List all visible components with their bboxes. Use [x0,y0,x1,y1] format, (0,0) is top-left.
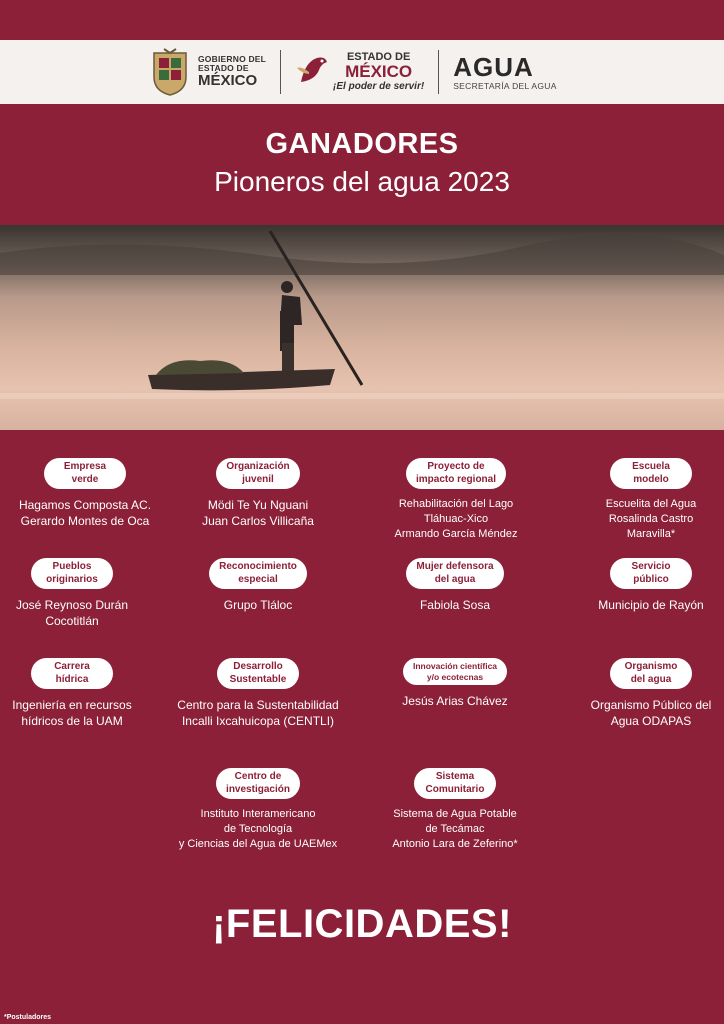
lake-boat-illustration [0,225,724,430]
category-pueblos-originarios [0,558,162,629]
category-organismo-agua [561,658,724,729]
category-winner: Organismo Público del Agua ODAPAS [590,698,712,729]
category-label: Organización juvenil [216,458,299,489]
category-label: Organismo del agua [610,658,692,689]
category-label: Innovación científica y/o ecotecnas [403,658,507,685]
category-sistema-comunitario [355,768,555,852]
gobierno-line3: MÉXICO [198,72,258,90]
category-winner: Sistema de Agua Potable de Tecámac Antonio Lara de Zeferino* [392,808,518,850]
edomex-logo [295,52,424,92]
logo-bar [0,40,724,104]
category-centro-investigacion [158,768,358,852]
gobierno-logo-text [198,55,266,89]
agua-title: AGUA [453,51,534,82]
category-winner: Mödi Te Yu Nguani Juan Carlos Villicaña [202,498,314,529]
category-empresa-verde [0,458,175,529]
category-label: Desarrollo Sustentable [217,658,299,689]
category-winner: Municipio de Rayón [598,598,704,612]
category-label: Centro de investigación [216,768,300,799]
logo-divider [438,50,439,94]
logo-group [130,40,724,104]
category-label: Servicio público [610,558,692,589]
state-coat-of-arms-icon [150,47,190,97]
lake-photo [0,225,724,430]
category-carrera-hidrica [0,658,162,729]
category-label: Carrera hídrica [31,658,113,689]
category-winner: Hagamos Composta AC. Gerardo Montes de Oca [18,498,152,529]
hummingbird-icon [295,52,331,92]
category-proyecto-impacto [366,458,546,542]
category-reconocimiento-especial [168,558,348,613]
closing-message: ¡FELICIDADES! [212,902,512,946]
category-escuela-modelo [561,458,724,542]
category-winner: Rehabilitación del Lago Tláhuac-Xico Armando García Méndez [394,498,518,540]
category-desarrollo-sustentable [166,658,350,729]
category-label: Sistema Comunitario [414,768,496,799]
category-organizacion-juvenil [168,458,348,529]
category-winner: Centro para la Sustentabilidad Incalli Ixcahuicopa (CENTLI) [177,698,339,729]
category-innovacion-cientifica [365,658,545,709]
category-mujer-defensora [365,558,545,613]
category-winner: Grupo Tláloc [223,598,293,612]
category-winner: Fabiola Sosa [419,598,491,612]
category-winner: Instituto Interamericano de Tecnología y Ciencias del Agua de UAEMex [178,808,338,850]
category-servicio-publico [561,558,724,613]
edomex-line2: MÉXICO [345,62,413,81]
category-label: Proyecto de impacto regional [406,458,506,489]
gobierno-line1: GOBIERNO DEL [198,54,267,65]
category-winner: José Reynoso Durán Cocotitlán [15,598,129,629]
logo-divider [280,50,281,94]
category-label: Mujer defensora del agua [406,558,503,589]
page-subtitle: Pioneros del agua 2023 [214,166,510,197]
agua-subtitle: SECRETARÍA DEL AGUA [453,80,557,91]
category-winner: Ingeniería en recursos hídricos de la UAM [12,698,132,729]
edomex-line1: ESTADO DE [346,51,411,63]
category-winner: Escuelita del Agua Rosalinda Castro Maravilla* [605,498,697,540]
category-label: Escuela modelo [610,458,692,489]
category-label: Pueblos originarios [31,558,113,589]
edomex-slogan: ¡El poder de servir! [333,81,425,92]
page-title: GANADORES [265,128,459,160]
category-label: Empresa verde [44,458,126,489]
gobierno-line2: ESTADO DE [198,63,249,74]
category-winner: Jesús Arias Chávez [402,694,508,709]
footnote: *Postuladores [4,1014,52,1021]
agua-logo [453,51,557,91]
category-label: Reconocimiento especial [209,558,307,589]
